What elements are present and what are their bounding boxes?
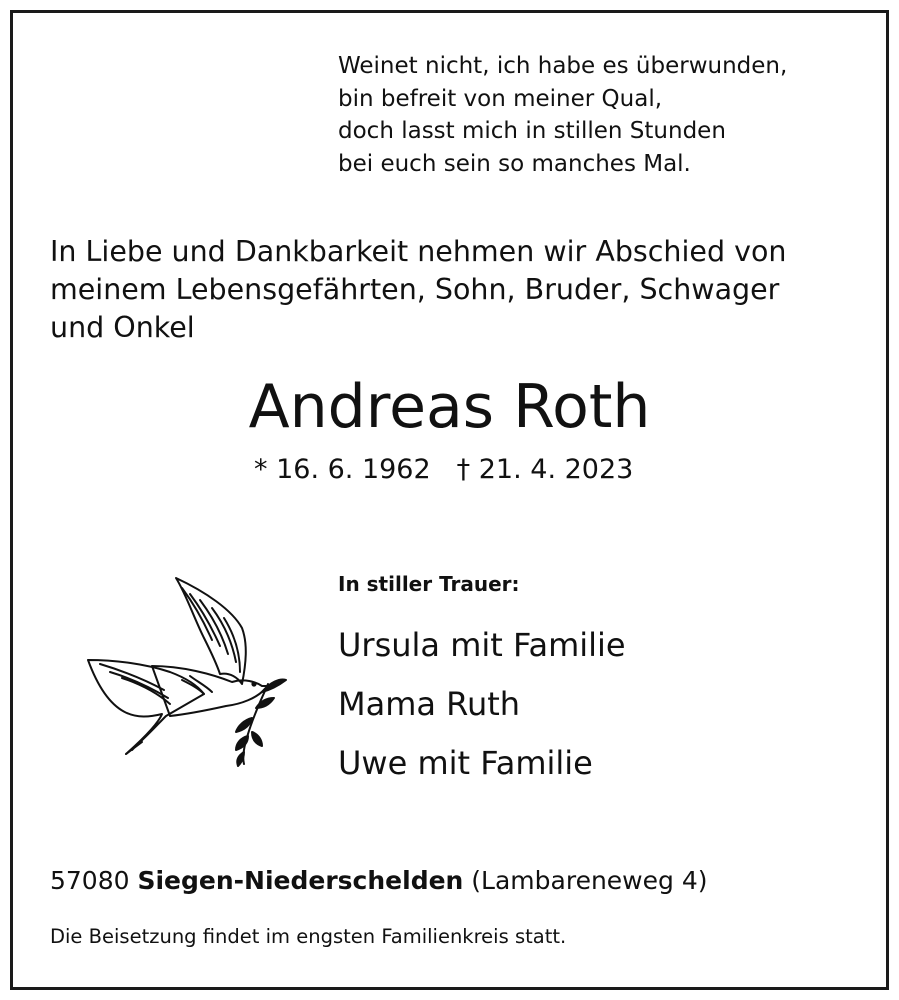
mourner-item: Mama Ruth: [338, 685, 521, 723]
poem-line: Weinet nicht, ich habe es überwunden,: [338, 53, 788, 79]
farewell-intro: [50, 233, 786, 347]
address-zip: 57080: [50, 866, 130, 895]
death-date: † 21. 4. 2023: [456, 454, 634, 485]
mourner-item: Uwe mit Familie: [338, 744, 593, 782]
poem-line: bin befreit von meiner Qual,: [338, 85, 663, 112]
poem-line: bei euch sein so manches Mal.: [338, 150, 691, 177]
mourner-item: Ursula mit Familie: [338, 626, 626, 664]
address-town: Siegen-Niederschelden: [137, 866, 464, 895]
address-line: [50, 863, 707, 899]
dove-with-olive-branch-icon: [86, 574, 292, 768]
intro-line: und Onkel: [50, 311, 195, 344]
burial-note: Die Beisetzung findet im engsten Familienkreis statt.: [50, 925, 567, 948]
deceased-name: Andreas Roth: [248, 372, 651, 442]
intro-line: In Liebe und Dankbarkeit nehmen wir Abschied von: [50, 235, 787, 268]
poem: [338, 50, 787, 180]
life-dates: [254, 450, 633, 490]
birth-date: * 16. 6. 1962: [254, 454, 431, 485]
poem-line: doch lasst mich in stillen Stunden: [338, 118, 726, 144]
mourning-heading: In stiller Trauer:: [338, 572, 520, 596]
mourners-list: [338, 616, 626, 793]
address-street: (Lambareneweg 4): [471, 866, 708, 895]
intro-line: meinem Lebensgefährten, Sohn, Bruder, Schwager: [50, 273, 780, 306]
